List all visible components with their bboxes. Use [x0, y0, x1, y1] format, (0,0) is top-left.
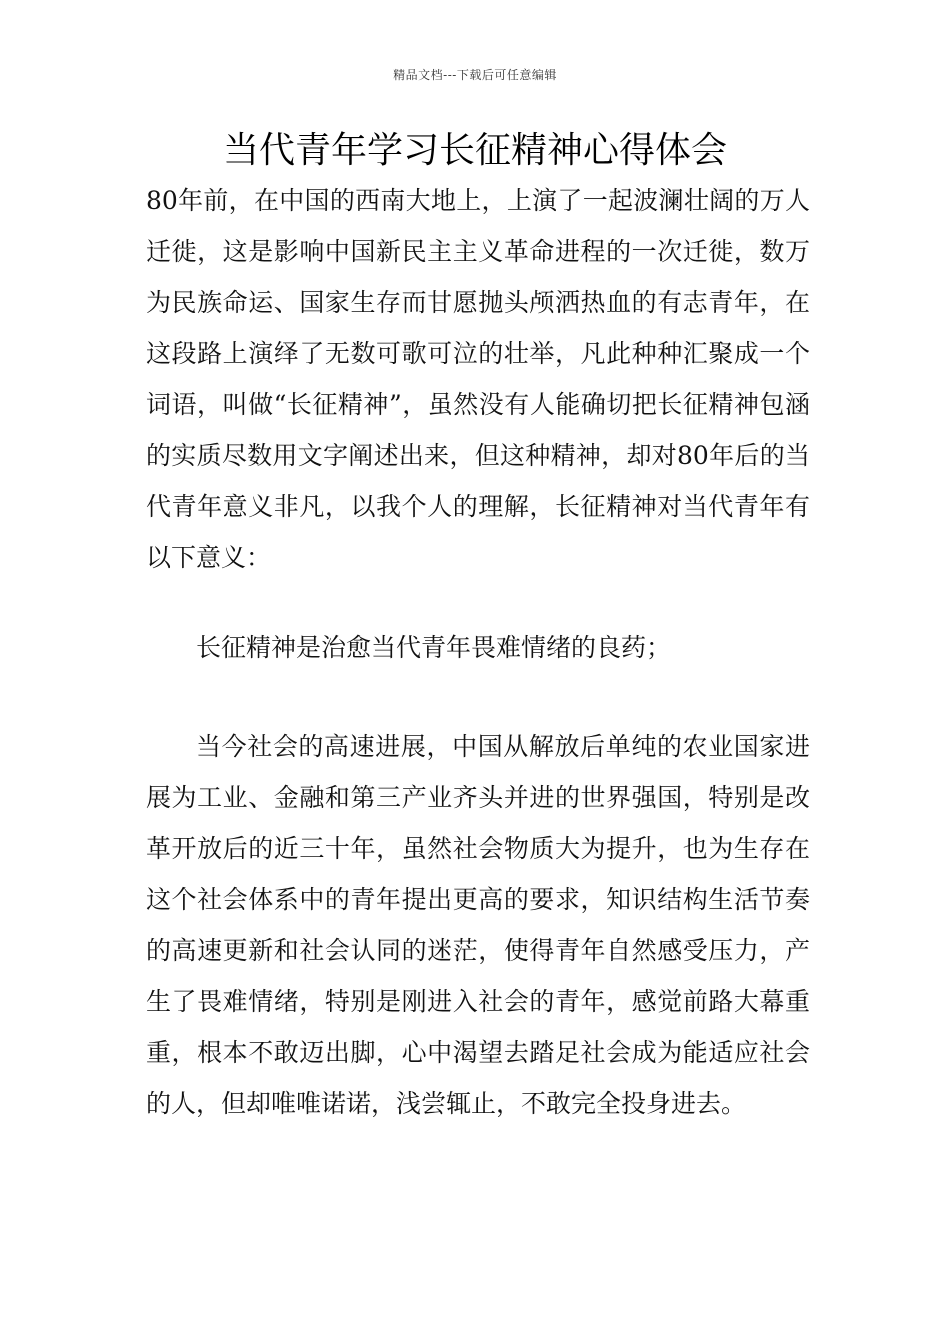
paragraph-heading: 长征精神是治愈当代青年畏难情绪的良药； — [196, 633, 672, 662]
paragraph-intro: 80年前，在中国的西南大地上，上演了一起波澜壮阔的万人迁徙，这是影响中国新民主主义革命进程的一次迁徙，数万为民族命运、国家生存而甘愿抛头颅洒热血的有志青年，在这段路上演绎了无数可歌可泣的壮举，凡此种种汇聚成一个词语，叫做“长征精神”，虽然没有人能确切把长征精神包涵的实质尽数用文字阐述出来，但这种精神，却对80年后的当代青年意义非凡，以我个人的理解，长征精神对当代青年有以下意义： — [146, 186, 810, 572]
paragraph-body: 当今社会的高速进展，中国从解放后单纯的农业国家进展为工业、金融和第三产业齐头并进的世界强国，特别是改革开放后的近三十年，虽然社会物质大为提升，也为生存在这个社会体系中的青年提出更高的要求，知识结构生活节奏的高速更新和社会认同的迷茫，使得青年自然感受压力，产生了畏难情绪，特别是刚进入社会的青年，感觉前路大幕重重，根本不敢迈出脚，心中渴望去踏足社会成为能适应社会的人，但却唯唯诺诺，浅尝辄止，不敢完全投身进去。 — [146, 732, 810, 1118]
document-title: 当代青年学习长征精神心得体会 — [222, 130, 727, 171]
header-note: 精品文档---下载后可任意编辑 — [393, 68, 557, 82]
